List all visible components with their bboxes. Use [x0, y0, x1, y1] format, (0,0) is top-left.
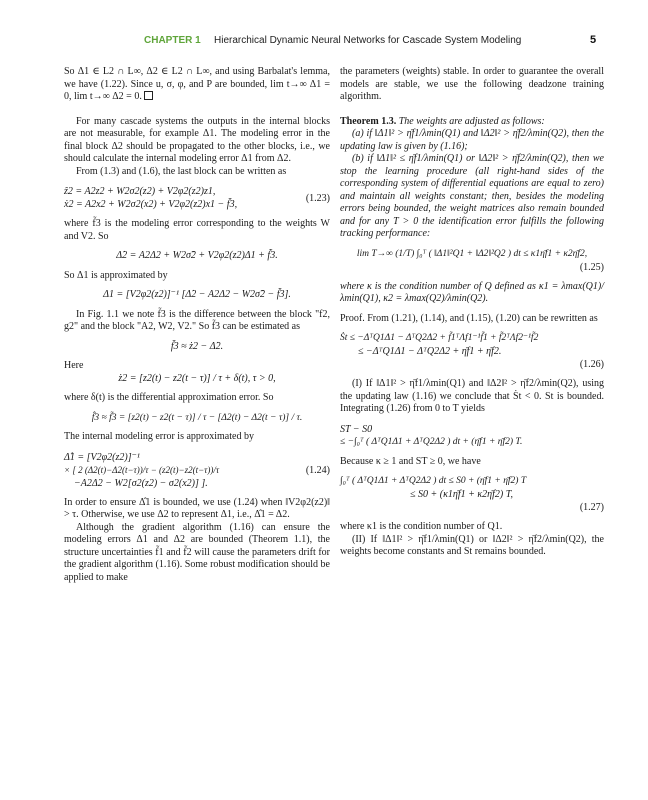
paragraph: Although the gradient algorithm (1.16) can ensure the modeling errors Δ1 and Δ2 are bounded (Theorem 1.1), the structure uncertainties f̃1 and f̃2 will cause the parameters drift for the gradient algorithm (1.16). Some robust modification should be applied to make [64, 521, 330, 583]
theorem-case-a: (a) if ‖Δ1‖² > η̄f1/λmin(Q1) and ‖Δ2‖² > η̄f2/λmin(Q2), then the updating law is given by (1.16); [340, 128, 604, 152]
theorem [340, 116, 604, 129]
paragraph: where f̃3 is the modeling error corresponding to the weights W and V2. So [64, 218, 330, 242]
qed-square-icon [144, 91, 153, 100]
paragraph: (I) If ‖Δ1‖² > η̄f1/λmin(Q1) and ‖Δ2‖² > η̄f2/λmin(Q2), using the updating law (1.16) we conclude that Ṡt < 0. St is bounded. Integrating (1.26) from 0 to T yields [340, 378, 604, 414]
equation-line: ≤ −ΔᵀQ1Δ1 − ΔᵀQ2Δ2 + η̄f1 + η̄f2. [358, 346, 502, 357]
equation-line: ẋ2 = A2x2 + W2σ2(x2) + V2φ2(z2)x1 − f̃3, [64, 199, 238, 210]
theorem-intro: The weights are adjusted as follows: [398, 115, 545, 127]
equation-line: ≤ −∫₀ᵀ ( ΔᵀQ1Δ1 + ΔᵀQ2Δ2 ) dt + (η̄f1 + η̄f2) T. [340, 436, 523, 447]
paragraph: Here [64, 360, 84, 371]
equation-line: ẑ2 = A2z2 + W2σ2(z2) + V2φ2(z2)z1, [64, 186, 216, 197]
equation-number: (1.27) [579, 502, 604, 513]
paragraph: For many cascade systems the outputs in the internal blocks are not measurable, for example Δ1. The modeling error in the final block Δ2 should be propagated to the other blocks, i.e., we should calculate the internal modeling error Δ1 from Δ2. [64, 115, 330, 164]
equation: Δ̇2 = A2Δ2 + W2σ̃2 + V2φ2(z2)Δ1 + f̃3. [116, 250, 278, 261]
paragraph: So Δ1 is approximated by [64, 269, 168, 281]
paragraph: where κ1 is the condition number of Q1. [340, 521, 503, 532]
equation-line: ST − S0 [340, 423, 373, 435]
equation-line: lim T→∞ (1/T) ∫₀ᵀ ( ‖Δ1‖²Q1 + ‖Δ2‖²Q2 ) dt ≤ κ1η̄f1 + κ2η̄f2, [356, 248, 588, 259]
equation: f̃3 ≈ ż2 − Δ̇2. [170, 340, 224, 352]
left-column [64, 66, 330, 584]
equation-line: −A2Δ2 − W2[σ2(z2) − σ2(x2)] ]. [74, 477, 208, 489]
equation-line: × [ 2 (Δ2(t)−Δ2(t−τ))/τ − (z2(t)−z2(t−τ))/τ [64, 464, 220, 475]
equation-line: ∫₀ᵀ ( ΔᵀQ1Δ1 + ΔᵀQ2Δ2 ) dt ≤ S0 + (η̄f1 + η̄f2) T [340, 476, 527, 486]
paragraph: the parameters (weights) stable. In order to guarantee the overall models are stable, we use the following deadzone training algorithm. [340, 66, 604, 102]
chapter-title: Hierarchical Dynamic Neural Networks for Cascade System Modeling [214, 35, 522, 46]
paragraph: In order to ensure Δ̂1 is bounded, we use (1.24) when ‖V2φ2(z2)‖ > τ. Otherwise, we use Δ2 to represent Δ1, i.e., Δ̂1 = Δ2. [64, 496, 330, 520]
equation-number: (1.26) [579, 359, 604, 370]
theorem-label: Theorem 1.3. [340, 115, 397, 127]
paragraph: (II) If ‖Δ1‖² > η̄f1/λmin(Q1) or ‖Δ2‖² > η̄f2/λmin(Q2), the weights become constants and St remains bounded. [340, 533, 604, 557]
paragraph: where κ is the condition number of Q defined as κ1 = λmax(Q1)/λmin(Q1), κ2 = λmax(Q2)/λmin(Q2). [340, 280, 604, 304]
running-header [0, 33, 600, 49]
paragraph: In Fig. 1.1 we note f̃3 is the difference between the block "f2, g2" and the block "A2, W2, V2." So f̃3 can be estimated as [64, 308, 330, 332]
page-number: 5 [590, 34, 597, 46]
equation: Δ1 = [V2φ2(z2)]⁻¹ [Δ̇2 − A2Δ2 − W2σ̃2 − f̃3]. [103, 289, 291, 300]
equation-1-25 [340, 248, 604, 274]
theorem-case-b: (b) if ‖Δ1‖² ≤ η̄f1/λmin(Q1) or ‖Δ2‖² > η̄f2/λmin(Q2), then we stop the learning procedure (all right-hand sides of the corresponding system of differential equations are equal to zero) and maintain all weights constant; then, besides the modeling errors being bounded, the weight matrices also remain bounded and for any T > 0 the identification error fulfills the following tracking performance: [340, 153, 604, 239]
proof-paragraph: Proof. From (1.21), (1.14), and (1.15), (1.20) can be rewritten as [340, 312, 598, 324]
paragraph: From (1.3) and (1.6), the last block can be written as [76, 165, 287, 177]
paragraph: where δ(t) is the differential approximation error. So [64, 392, 274, 403]
equation-integral [340, 423, 604, 449]
equation-number: (1.25) [579, 261, 604, 273]
paragraph: So Δ1 ∈ L2 ∩ L∞, Δ2 ∈ L2 ∩ L∞, and using Barbalat's lemma, we have (1.22). Since u, σ, φ, and P are bounded, lim t→∞ Δ1 = 0, lim t→∞ Δ2 = 0. [64, 66, 330, 102]
paragraph: The internal modeling error is approximated by [64, 431, 254, 442]
equation: ż2 = [z2(t) − z2(t − τ)] / τ + δ(t), τ > 0, [118, 372, 276, 384]
equation: f̂3 ≈ f̃3 = [z2(t) − z2(t − τ)] / τ − [Δ2(t) − Δ2(t − τ)] / τ. [91, 412, 303, 423]
equation-1-27 [340, 475, 604, 514]
equation-number: (1.24) [305, 464, 330, 476]
equation-line: Ṡt ≤ −ΔᵀQ1Δ1 − ΔᵀQ2Δ2 + f̃1ᵀΛf1⁻¹f̃1 + f̃2ᵀΛf2⁻¹f̃2 [340, 333, 539, 343]
equation-number: (1.23) [305, 193, 330, 204]
chapter-label: CHAPTER 1 [144, 35, 201, 46]
right-column [340, 66, 604, 559]
equation-1-26 [340, 332, 604, 371]
equation-1-23 [64, 185, 330, 211]
equation-1-24 [64, 451, 330, 490]
equation-line: ≤ S0 + (κ1η̄f1 + κ2η̄f2) T, [410, 489, 514, 500]
paragraph: Because κ ≥ 1 and ST ≥ 0, we have [340, 455, 481, 467]
equation-line: Δ̂1 = [V2φ2(z2)]⁻¹ [64, 451, 140, 463]
